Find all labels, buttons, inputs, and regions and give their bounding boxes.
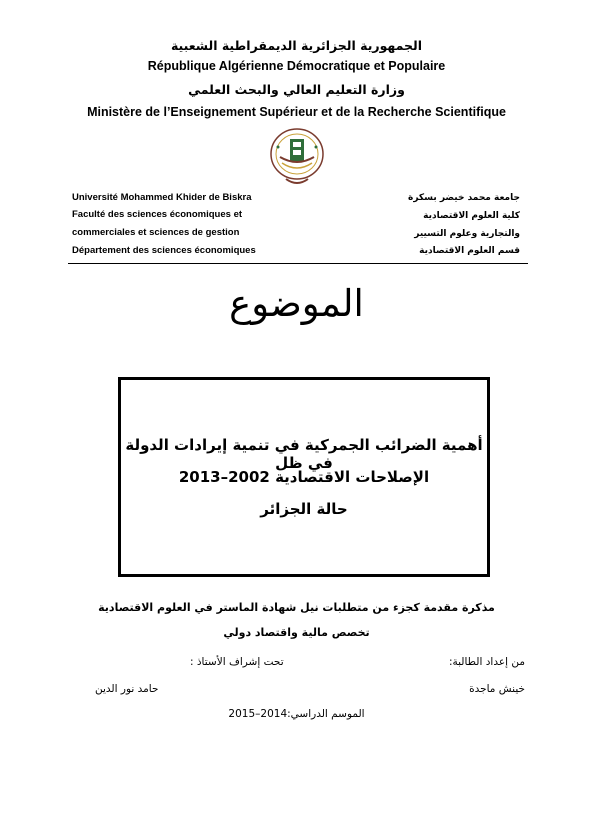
institution-ar-line: كلية العلوم الاقتصادية [423, 211, 520, 221]
student-name: خينش ماجدة [469, 683, 525, 695]
university-logo [268, 127, 326, 189]
institution-fr-line: Université Mohammed Khider de Biskra [72, 192, 252, 203]
header-arabic-ministry: وزارة التعليم العالي والبحث العلمي [188, 82, 405, 97]
thesis-title-line: حالة الجزائر [260, 500, 348, 518]
thesis-title-line: الإصلاحات الاقتصادية 2002–2013 [178, 468, 430, 486]
thesis-title-line: أهمية الضرائب الجمركية في تنمية إيرادات الدولة في ظل [125, 436, 483, 472]
institution-ar-line: والتجارية وعلوم التسيير [414, 229, 520, 239]
institution-ar-line: جامعة محمد خيضر بسكرة [408, 193, 520, 203]
academic-year: الموسم الدراسي:2014–2015 [228, 708, 365, 720]
header-french-republic: République Algérienne Démocratique et Populaire [147, 59, 446, 73]
institution-fr-line: Faculté des sciences économiques et [72, 209, 243, 220]
supervisor-name: حامد نور الدين [95, 683, 159, 695]
subject-label: الموضوع [229, 282, 364, 325]
header-arabic-republic: الجمهورية الجزائرية الديمقراطية الشعبية [170, 38, 423, 53]
institution-fr-line: Département des sciences économiques [72, 245, 256, 256]
header-divider [68, 263, 528, 264]
supervisor-label: تحت إشراف الأستاذ : [190, 656, 284, 668]
student-label: من إعداد الطالبة: [448, 656, 525, 668]
header-french-ministry: Ministère de l’Enseignement Supérieur et de la Recherche Scientifique [87, 105, 506, 119]
institution-ar-line: قسم العلوم الاقتصادية [419, 246, 520, 256]
memo-line: مذكرة مقدمة كجزء من متطلبات نيل شهادة الماستر في العلوم الاقتصادية [98, 601, 495, 614]
institution-fr-line: commerciales et sciences de gestion [72, 227, 240, 238]
specialty-line: تخصص مالية واقتصاد دولي [223, 626, 370, 639]
